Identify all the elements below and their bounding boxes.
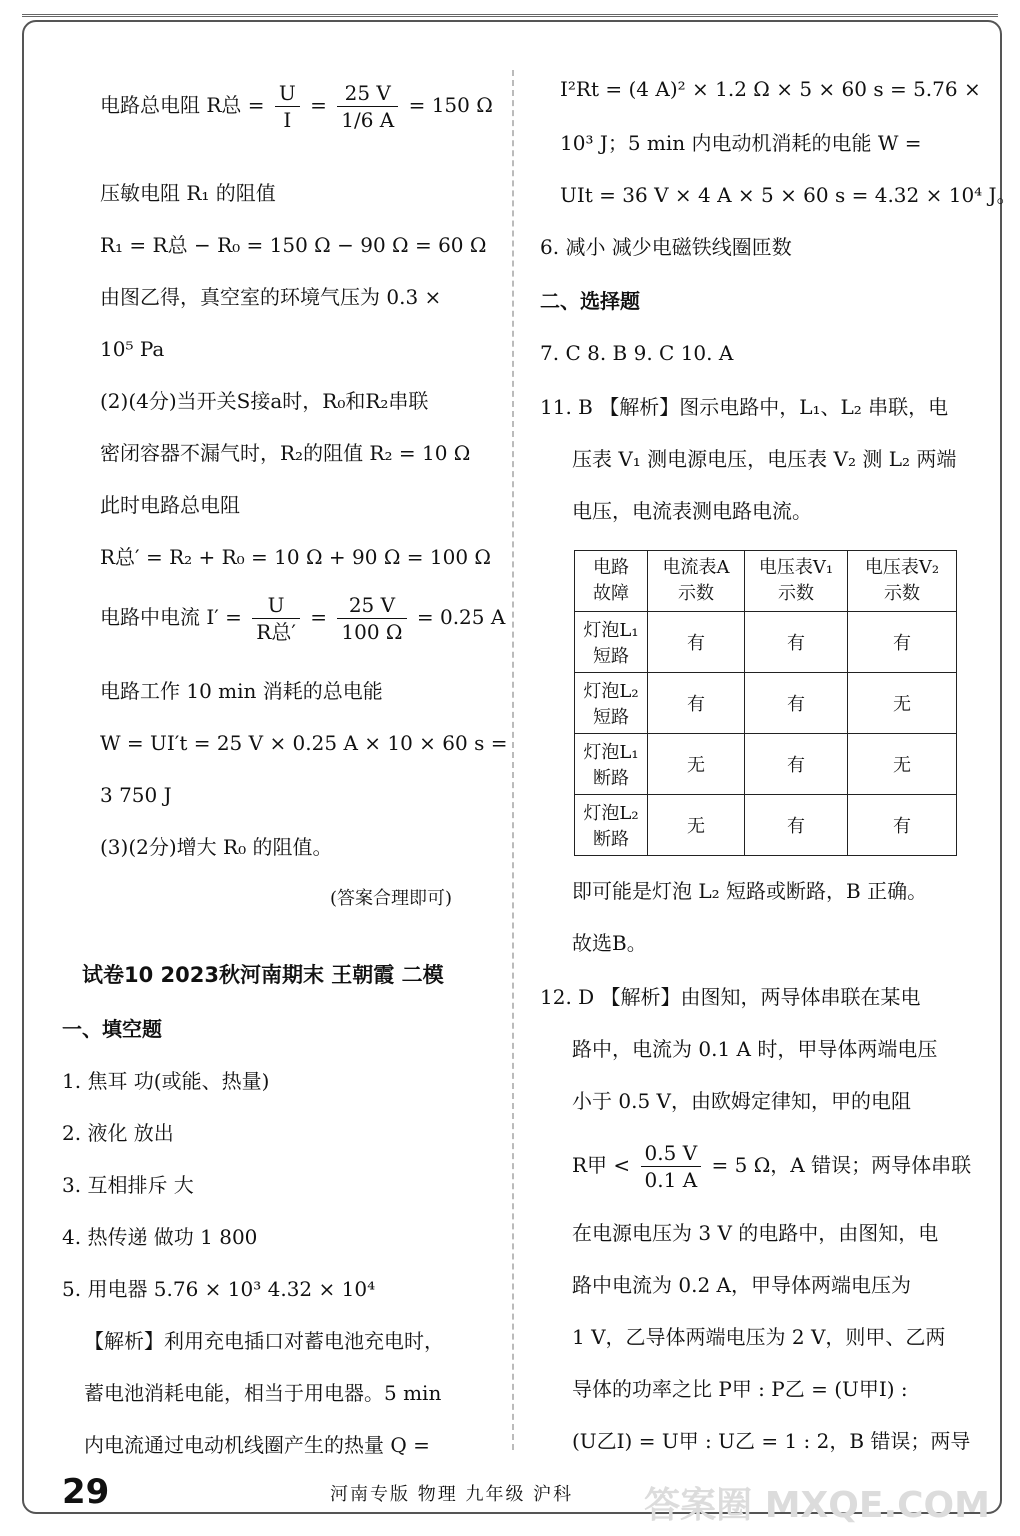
fault-cell: 灯泡L₂ 断路 (575, 795, 648, 856)
section-heading: 二、选择题 (540, 289, 640, 313)
total-resistance-line: 电路总电阻 R总 = $\frac{U}{I}$ = $\frac{25 V}{1/6 A}$ = 150 Ω (100, 81, 493, 132)
header-cell: 电压表V₁ 示数 (745, 551, 848, 612)
ammeter-cell: 无 (648, 734, 745, 795)
equation-line: I²Rt = (4 A)² × 1.2 Ω × 5 × 60 s = 5.76 × (560, 77, 981, 101)
text-line: 电路工作 10 min 消耗的总电能 (100, 679, 383, 703)
explanation-line: 路中电流为 0.2 A，甲导体两端电压为 (572, 1273, 911, 1297)
text-line: 密闭容器不漏气时，R₂的阻值 R₂ = 10 Ω (100, 441, 471, 465)
header-cell: 电路 故障 (575, 551, 648, 612)
paper-title: 试卷10 2023秋河南期末 王朝霞 二模 (82, 963, 444, 987)
current-line: 电路中电流 I′ = $\frac{U}{\text{R总′}}$ = $\frac{25 V}{100 \Omega}$ = 0.25 A (100, 593, 506, 644)
equation-line: W = UI′t = 25 V × 0.25 A × 10 × 60 s = (100, 731, 508, 755)
equation-line: R总′ = R₂ + R₀ = 10 Ω + 90 Ω = 100 Ω (100, 545, 492, 569)
text-line: 10³ J；5 min 内电动机消耗的电能 W = (560, 131, 922, 155)
fraction-u-over-i: $\frac{U}{I}$ (275, 80, 300, 133)
explanation-line: 路中，电流为 0.1 A 时，甲导体两端电压 (572, 1037, 938, 1061)
explanation-line: 蓄电池消耗电能，相当于用电器。5 min (84, 1381, 442, 1405)
v2-cell: 有 (848, 795, 957, 856)
v1-cell: 有 (745, 612, 848, 673)
explanation-line: 12. D 【解析】由图知，两导体串联在某电 (540, 985, 921, 1009)
v1-cell: 有 (745, 673, 848, 734)
ammeter-cell: 有 (648, 612, 745, 673)
header-cell: 电压表V₂ 示数 (848, 551, 957, 612)
equation-line: UIt = 36 V × 4 A × 5 × 60 s = 4.32 × 10⁴ J。 (560, 183, 1017, 207)
footer-text: 河南专版 物理 九年级 沪科 (330, 1484, 574, 1505)
page-number: 29 (62, 1472, 110, 1512)
v2-cell: 无 (848, 673, 957, 734)
fraction-25v: $\frac{25 V}{1/6 A}$ (337, 80, 398, 133)
fault-cell: 灯泡L₁ 短路 (575, 612, 648, 673)
text-line: 此时电路总电阻 (100, 493, 240, 517)
fraction-u-over-r: $\frac{U}{\text{R总′}}$ (252, 592, 300, 645)
table-header-row (575, 551, 957, 612)
v2-cell: 无 (848, 734, 957, 795)
answer-line: 5. 用电器 5.76 × 10³ 4.32 × 10⁴ (62, 1277, 376, 1301)
resistance-inequality-line: R甲 < $\frac{0.5 V}{0.1 A}$ = 5 Ω，A 错误；两导体串联 (572, 1141, 972, 1192)
explanation-line: 1 V，乙导体两端电压为 2 V，则甲、乙两 (572, 1325, 946, 1349)
fault-table (574, 550, 957, 856)
table-row (575, 734, 957, 795)
answer-line: 6. 减小 减少电磁铁线圈匝数 (540, 235, 792, 259)
text-line: (3)(2分)增大 R₀ 的阻值。 (100, 835, 333, 859)
fraction-05v-01a: $\frac{0.5 V}{0.1 A}$ (641, 1140, 702, 1193)
table-row (575, 612, 957, 673)
note-line: (答案合理即可) (330, 888, 453, 909)
explanation-line: 在电源电压为 3 V 的电路中，由图知，电 (572, 1221, 939, 1245)
text-line: 3 750 J (100, 783, 172, 807)
answer-line: 4. 热传递 做功 1 800 (62, 1225, 258, 1249)
text-line: 由图乙得，真空室的环境气压为 0.3 × (100, 285, 442, 309)
text-line: 故选B。 (572, 931, 647, 955)
ammeter-cell: 无 (648, 795, 745, 856)
header-cell: 电流表A 示数 (648, 551, 745, 612)
text: 电路总电阻 R总 = (100, 93, 265, 117)
explanation-line: 电压，电流表测电路电流。 (572, 499, 812, 523)
explanation-line: 【解析】利用充电插口对蓄电池充电时， (84, 1329, 444, 1353)
explanation-line: (U乙I) = U甲 : U乙 = 1 : 2，B 错误；两导 (572, 1429, 971, 1453)
table-row (575, 673, 957, 734)
v1-cell: 有 (745, 795, 848, 856)
text-line: (2)(4分)当开关S接a时，R₀和R₂串联 (100, 389, 429, 413)
explanation-line: 小于 0.5 V，由欧姆定律知，甲的电阻 (572, 1089, 911, 1113)
explanation-line: 11. B 【解析】图示电路中，L₁、L₂ 串联，电 (540, 395, 949, 419)
answer-line: 3. 互相排斥 大 (62, 1173, 194, 1197)
watermark-logo: 答案圈 MXQE.COM (644, 1485, 990, 1526)
explanation-line: 导体的功率之比 P甲 : P乙 = (U甲I) : (572, 1377, 908, 1401)
explanation-line: 内电流通过电动机线圈产生的热量 Q = (84, 1433, 430, 1457)
answer-line: 7. C 8. B 9. C 10. A (540, 341, 734, 365)
fraction-25v-100: $\frac{25 V}{100 \Omega}$ (337, 592, 406, 645)
section-heading: 一、填空题 (62, 1017, 162, 1041)
table-row (575, 795, 957, 856)
answer-line: 1. 焦耳 功(或能、热量) (62, 1069, 270, 1093)
answer-line: 2. 液化 放出 (62, 1121, 174, 1145)
equation-line: R₁ = R总 − R₀ = 150 Ω − 90 Ω = 60 Ω (100, 233, 487, 257)
fault-cell: 灯泡L₁ 断路 (575, 734, 648, 795)
fault-cell: 灯泡L₂ 短路 (575, 673, 648, 734)
text-line: 10⁵ Pa (100, 337, 165, 361)
v1-cell: 有 (745, 734, 848, 795)
text-line: 压敏电阻 R₁ 的阻值 (100, 181, 276, 205)
column-divider (512, 70, 514, 1450)
v2-cell: 有 (848, 612, 957, 673)
explanation-line: 压表 V₁ 测电源电压，电压表 V₂ 测 L₂ 两端 (572, 447, 957, 471)
ammeter-cell: 有 (648, 673, 745, 734)
text-line: 即可能是灯泡 L₂ 短路或断路，B 正确。 (572, 879, 928, 903)
